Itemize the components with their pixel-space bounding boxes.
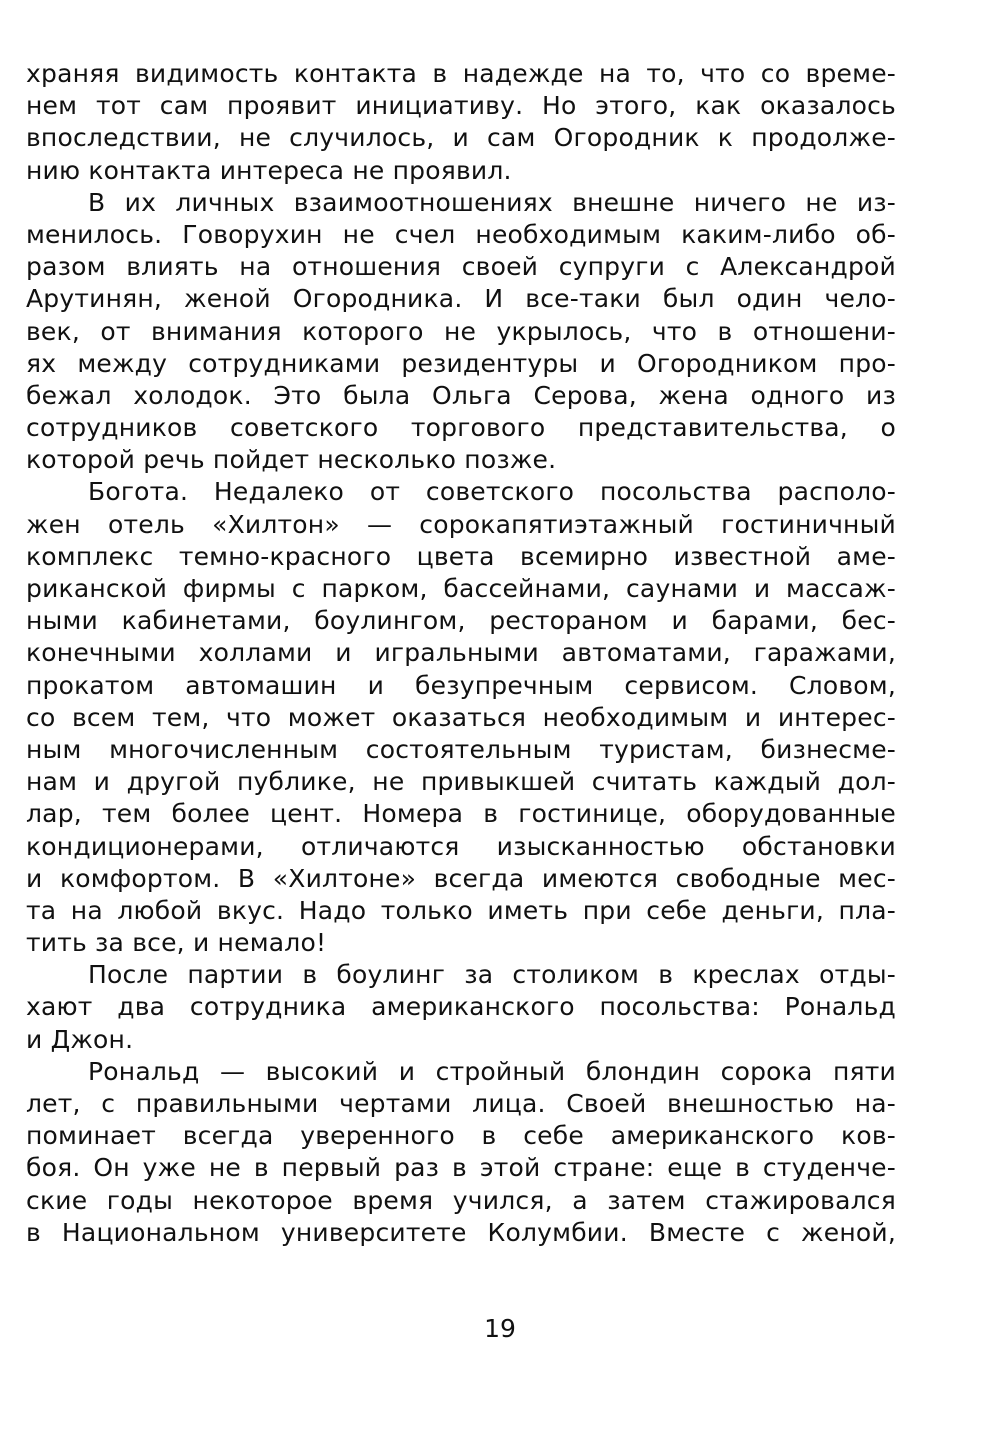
text-line: нам и другой публике, не привыкшей считать каждый дол- (26, 767, 896, 797)
text-line: и комфортом. В «Хилтоне» всегда имеются свободные мес- (26, 863, 896, 893)
text-line: риканской фирмы с парком, бассейнами, саунами и массаж- (26, 574, 896, 603)
text-line: нию контакта интереса не проявил. (26, 155, 512, 185)
text-line: и Джон. (26, 1024, 134, 1054)
text-line: кондиционерами, отличаются изысканностью обстановки (26, 831, 896, 861)
text-line: поминает всегда уверенного в себе американского ков- (26, 1121, 896, 1151)
text-line: впоследствии, не случилось, и сам Огородник к продолже- (26, 123, 896, 153)
text-line: ские годы некоторое время учился, а затем стажировался (26, 1185, 896, 1215)
page-number: 19 (484, 1314, 516, 1343)
text-line: менилось. Говорухин не счел необходимым каким-либо об- (26, 219, 896, 249)
text-line: нем тот сам проявит инициативу. Но этого, как оказалось (26, 91, 896, 121)
text-line: лар, тем более цент. Номера в гостинице, оборудованные (26, 799, 896, 829)
text-line: Рональд — высокий и стройный блондин сорока пяти (88, 1056, 896, 1086)
text-line: Арутинян, женой Огородника. И все-таки был один чело- (26, 284, 896, 314)
text-line: та на любой вкус. Надо только иметь при себе деньги, пла- (26, 895, 896, 925)
text-line: ях между сотрудниками резидентуры и Огородником про- (26, 348, 896, 378)
text-line: храняя видимость контакта в надежде на то, что со време- (26, 59, 896, 88)
text-line: со всем тем, что может оказаться необходимым и интерес- (26, 702, 896, 732)
text-line: конечными холлами и игральными автоматами, гаражами, (26, 638, 896, 668)
text-line: бежал холодок. Это была Ольга Серова, жена одного из (26, 380, 896, 410)
text-line: в Национальном университете Колумбии. Вместе с женой, (26, 1217, 896, 1247)
text-line: После партии в боулинг за столиком в креслах отды- (88, 960, 896, 990)
text-line: век, от внимания которого не укрылось, что в отношени- (26, 316, 896, 346)
text-line: ными кабинетами, боулингом, рестораном и барами, бес- (26, 606, 896, 636)
text-line: тить за все, и немало! (26, 928, 327, 958)
text-line: прокатом автомашин и безупречным сервисом. Словом, (26, 670, 896, 700)
text-line: сотрудников советского торгового представительства, о (26, 413, 896, 443)
text-line: боя. Он уже не в первый раз в этой стране: еще в студенче- (26, 1153, 896, 1183)
text-line: лет, с правильными чертами лица. Своей внешностью на- (26, 1089, 896, 1118)
text-line: ным многочисленным состоятельным туристам, бизнесме- (26, 734, 896, 764)
text-line: Богота. Недалеко от советского посольства располо- (88, 477, 896, 507)
text-line: комплекс темно-красного цвета всемирно известной аме- (26, 541, 896, 571)
text-line: жен отель «Хилтон» — сорокапятиэтажный гостиничный (26, 509, 896, 539)
text-line: которой речь пойдет несколько позже. (26, 445, 557, 475)
text-line: В их личных взаимоотношениях внешне ничего не из- (88, 187, 896, 217)
text-line: хают два сотрудника американского посольства: Рональд (26, 992, 896, 1022)
text-line: разом влиять на отношения своей супруги с Александрой (26, 252, 896, 282)
body-text (26, 58, 896, 1249)
